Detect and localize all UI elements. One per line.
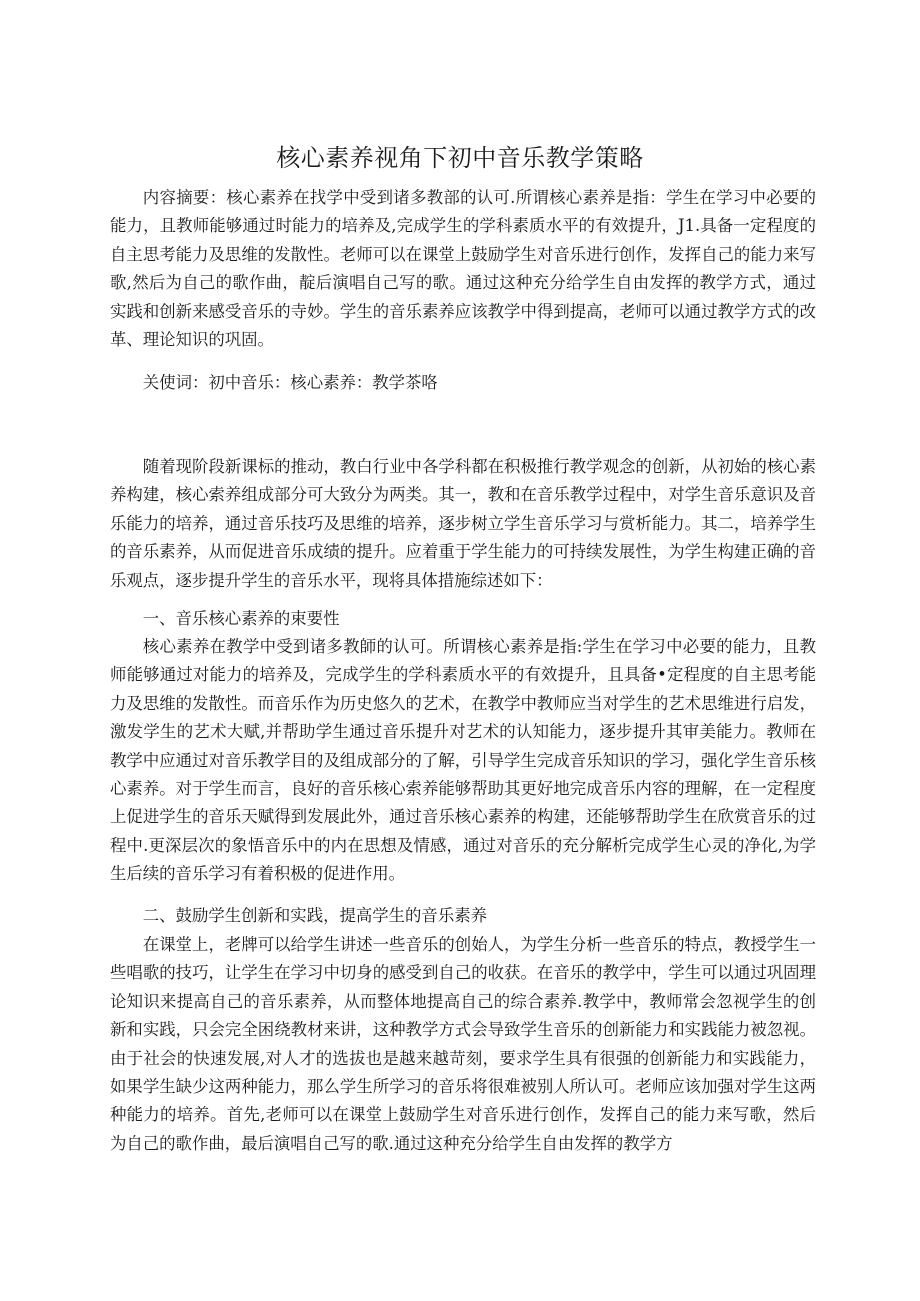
intro-paragraph: 随着现阶段新课标的推动，教白行业中各学科都在积极推行教学观念的创新，从初始的核心素养构建，核心索养组成部分可大致分为两类。其一，教和在音乐教学过程中，对学生音乐意识及音乐能力的培养，通过音乐技巧及思维的培养，逐步树立学生音乐学习与赏析能力。其二，培养学生的音乐素养，从而促进音乐成绩的提升。应着重于学生能力的可持续发展性，为学生构建正确的音乐观点，逐步提升学生的音乐水平，现将具体措施综述如下：: [110, 457, 816, 590]
section-body-1: 核心素养在教学中受到诸多教師的认可。所谓核心素养是指:学生在学习中必要的能力，且教师能够通过对能力的培养及，完成学生的学科素质水平的有效提升，且具备•定程度的自主思考能力及思维的发散性。而音乐作为历史悠久的艺术，在教学中教师应当对学生的艺术思维进行启发，激发学生的艺术大赋,并帮助学生通过音乐提升对艺术的认知能力，逐步提升其审美能力。教师在教学中应通过对音乐教学目的及组成部分的了解，引导学生完成音乐知识的学习，强化学生音乐核心素养。对于学生而言，良好的音乐核心索养能够帮助其更好地完成音乐内容的理解，在一定程度上促进学生的音乐天赋得到发展此外，通过音乐核心素养的构建，还能够帮助学生在欣赏音乐的过程中.更深层次的象悟音乐中的内在思想及情感，通过对音乐的充分解析完成学生心灵的净化,为学生后续的音乐学习有着积极的促进作用。: [110, 637, 816, 884]
keywords-line: 关使词：初中音乐：核心素养：教学茶咯: [142, 373, 438, 392]
abstract-paragraph: 内容摘要：核心素养在找学中受到诸多教部的认可.所谓核心素养是指：学生在学习中必要的能力，且教师能够通过时能力的培养及,完成学生的学科素质水平的有效提升，J1.具备一定程度的自主思考能力及思维的发散性。老师可以在课堂上鼓励学生对音乐进行创作，发挥自己的能力来写歌,然后为自己的歌作曲，靛后演唱自己写的歌。通过这种充分给学生自由发挥的教学方式，通过实践和创新来感受音乐的寺妙。学生的音乐素养应该教学中得到提高，老师可以通过教学方式的改革、理论知识的巩固。: [110, 188, 816, 350]
section-heading-2: 二、鼓励学生创新和实践，提高学生的音乐素养: [142, 906, 487, 925]
section-heading-1: 一、音乐核心素养的束要性: [142, 609, 340, 628]
page-title: 核心素养视角下初中音乐教学策略: [276, 144, 644, 172]
section-body-2: 在课堂上，老牌可以给学生讲述一些音乐的创始人，为学生分析一些音乐的特点，教授学生一些唱歌的技巧，让学生在学习中切身的感受到自己的收获。在音乐的教学中，学生可以通过巩固理论知识来提高自己的音乐素养，从而整体地提高自己的综合素养.教学中，教师常会忽视学生的创新和实践，只会完全困绕教材来讲，这种教学方式会导致学生音乐的创新能力和实践能力被忽视。由于社会的快速发展,对人才的选拔也是越来越苛刻，要求学生具有很强的创新能力和实践能力，如果学生缺少这两种能力，那么学生所学习的音乐将很难被别人所认可。老师应该加强对学生这两种能力的培养。首先,老师可以在课堂上鼓励学生对音乐进行创作，发挥自己的能力来写歌，然后为自己的歌作曲，最后演唱自己写的歌.通过这种充分给学生自由发挥的教学方: [110, 935, 816, 1153]
